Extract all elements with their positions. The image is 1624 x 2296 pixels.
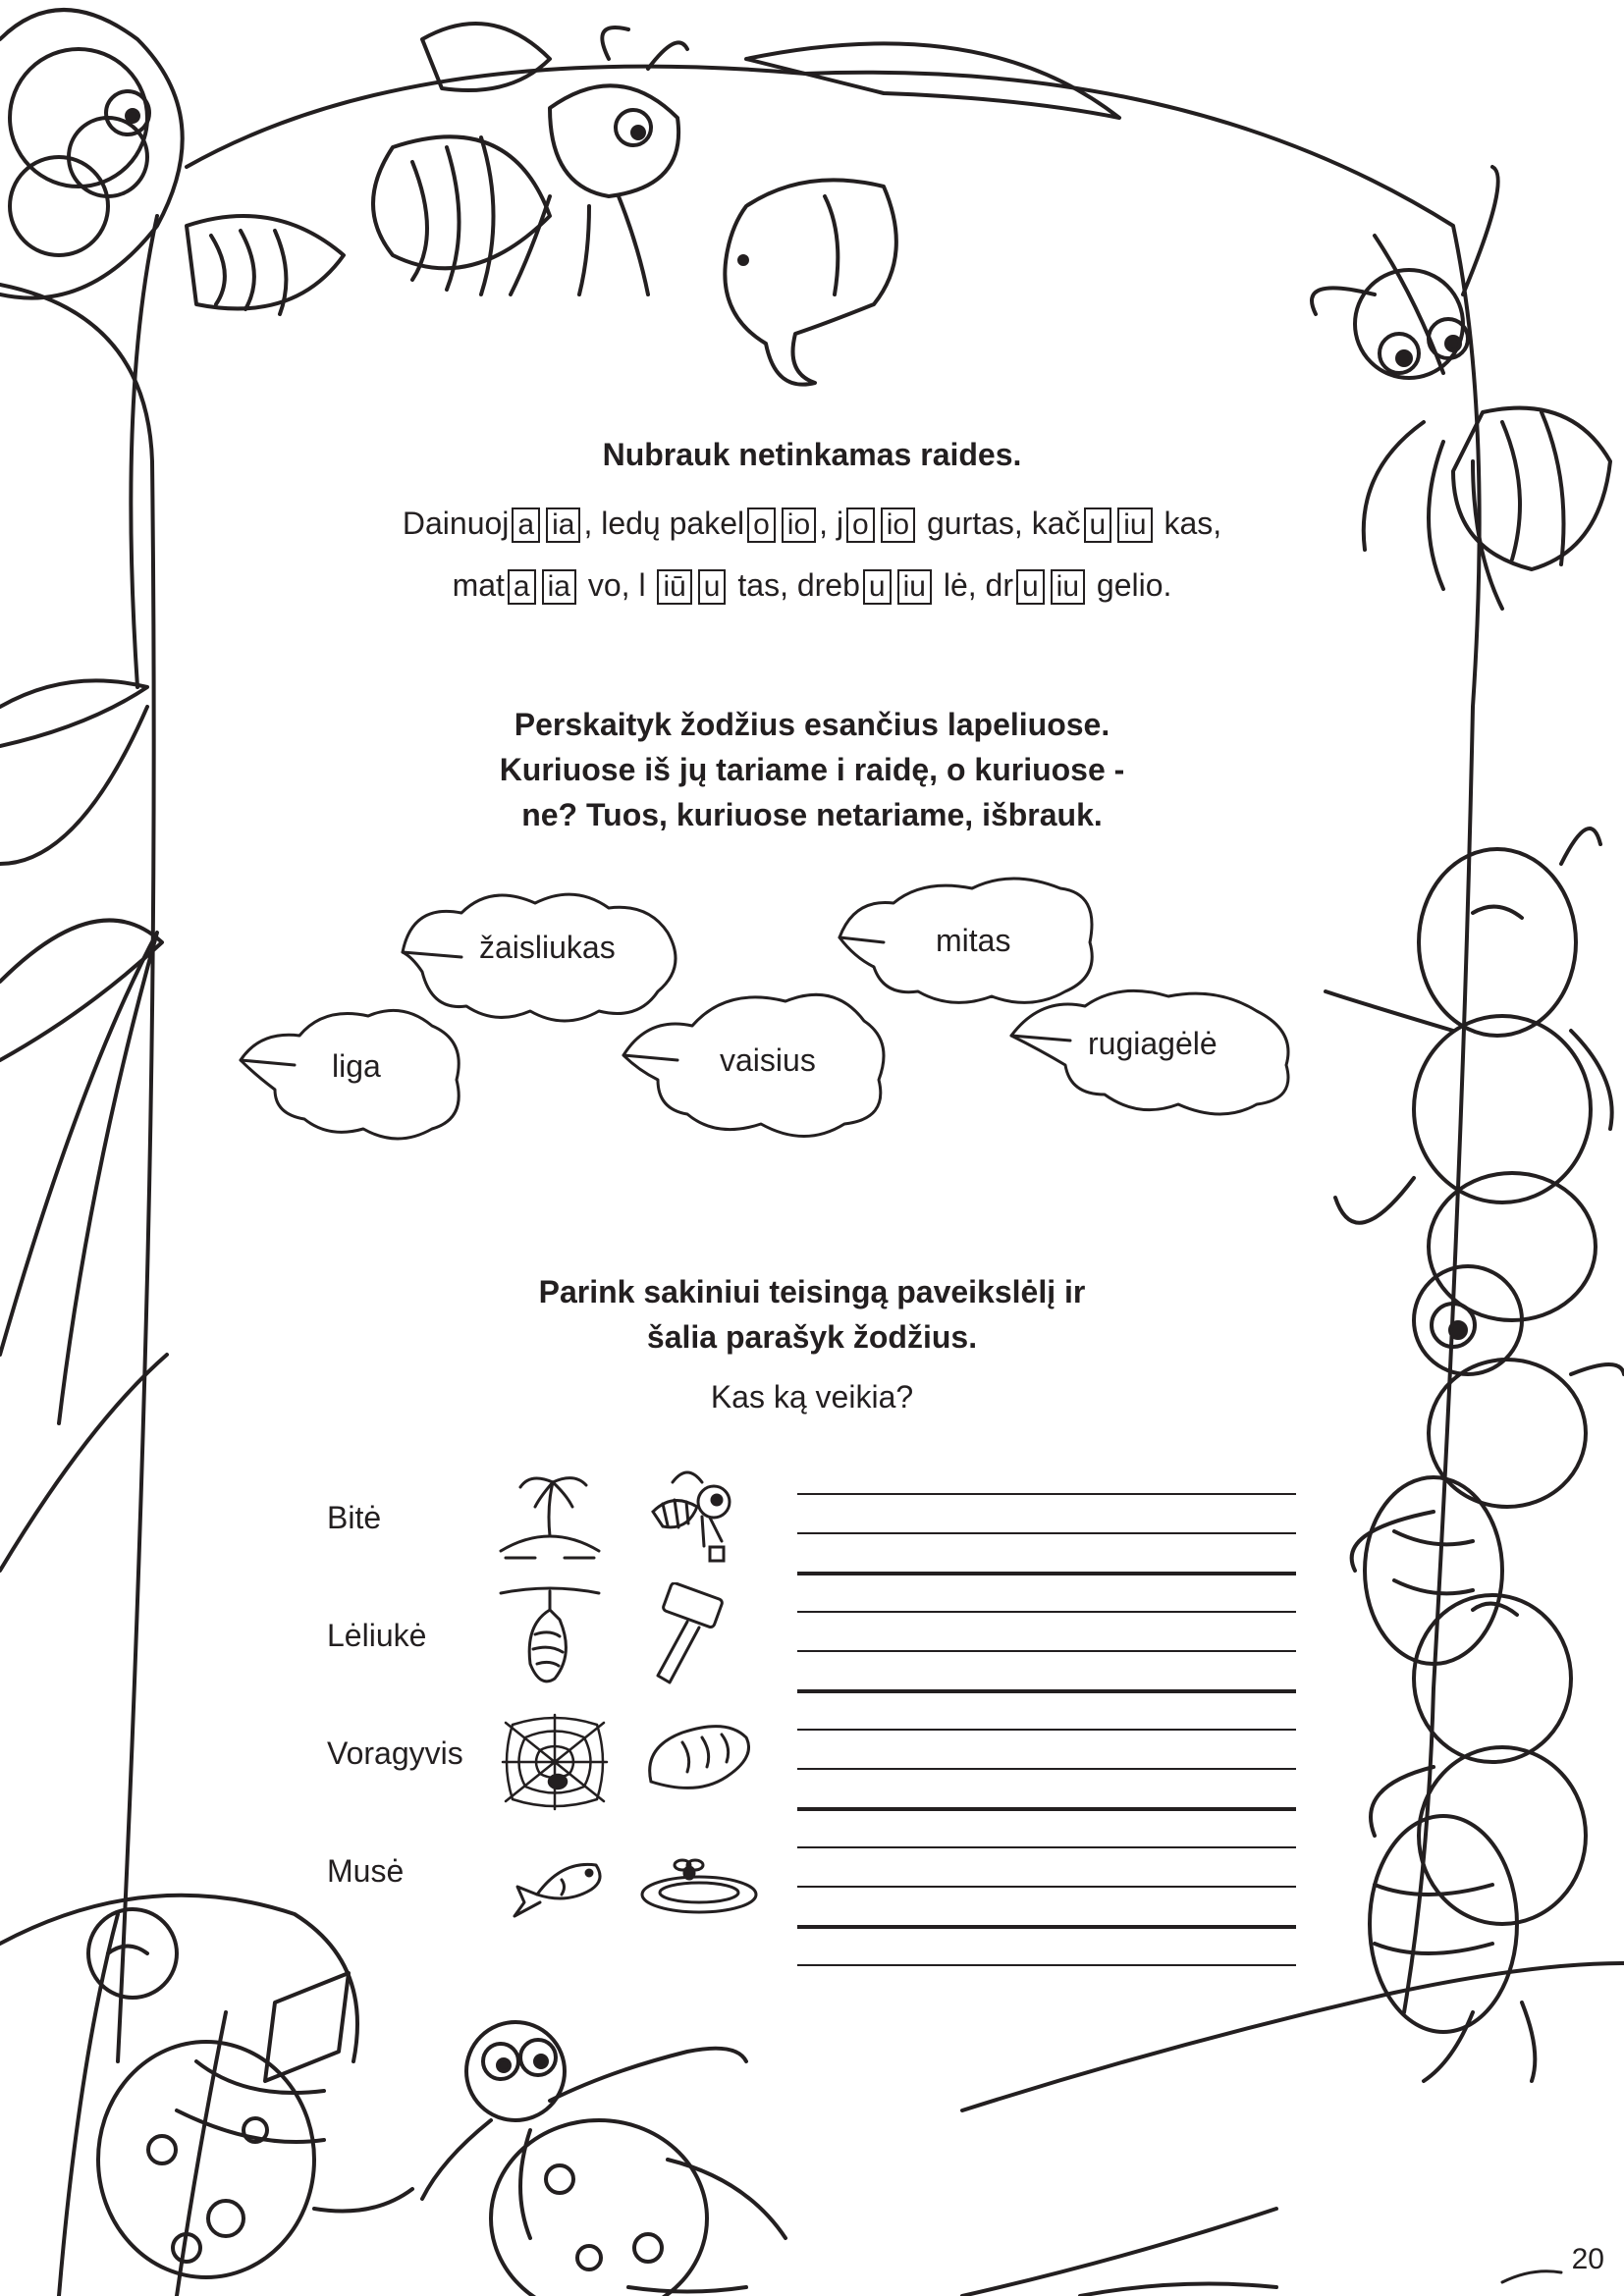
bread-icon bbox=[643, 1713, 756, 1801]
leaf-word-liga: liga bbox=[332, 1048, 381, 1084]
letter-choice-box[interactable]: ia bbox=[546, 507, 580, 543]
exercise2-heading-2: Kuriuose iš jų tariame i raidę, o kuriuose - bbox=[499, 752, 1125, 787]
fish-icon bbox=[513, 1845, 606, 1924]
palm-island-icon bbox=[496, 1468, 604, 1561]
sentence-fragment: kas, bbox=[1155, 506, 1222, 541]
letter-choice-box[interactable]: u bbox=[1016, 569, 1045, 605]
leaf-word-vaisius: vaisius bbox=[720, 1042, 816, 1078]
sentence-fragment: Dainuoj bbox=[402, 506, 510, 541]
page-number: 20 bbox=[1571, 2243, 1604, 2275]
answer-line[interactable] bbox=[797, 1964, 1296, 1966]
hammer-icon bbox=[646, 1582, 744, 1690]
answer-line[interactable] bbox=[797, 1768, 1296, 1770]
letter-choice-box[interactable]: o bbox=[747, 507, 776, 543]
letter-choice-box[interactable]: ia bbox=[542, 569, 576, 605]
letter-choice-box[interactable]: u bbox=[698, 569, 727, 605]
row-label-leliuke: Lėliukė bbox=[327, 1618, 427, 1653]
row-label-bite: Bitė bbox=[327, 1500, 382, 1535]
sentence-fragment: , j bbox=[819, 506, 844, 541]
letter-choice-box[interactable]: a bbox=[508, 569, 536, 605]
letter-choice-box[interactable]: iu bbox=[897, 569, 932, 605]
plate-with-fly-icon bbox=[638, 1855, 761, 1919]
letter-choice-box[interactable]: iu bbox=[1117, 507, 1152, 543]
letter-choice-box[interactable]: io bbox=[881, 507, 915, 543]
letter-choice-box[interactable]: a bbox=[512, 507, 540, 543]
answer-line[interactable] bbox=[797, 1611, 1296, 1613]
exercise3-subquestion: Kas ką veikia? bbox=[710, 1379, 914, 1415]
exercise1-heading: Nubrauk netinkamas raides. bbox=[602, 437, 1022, 472]
exercise3-heading-2: šalia parašyk žodžius. bbox=[646, 1319, 978, 1355]
letter-choice-box[interactable]: iu bbox=[1051, 569, 1085, 605]
letter-choice-box[interactable]: iū bbox=[657, 569, 691, 605]
leaf-word-rugiagele: rugiagėlė bbox=[1088, 1026, 1218, 1061]
row-label-voragyvis: Voragyvis bbox=[327, 1735, 463, 1771]
sentence-fragment: , ledų pakel bbox=[583, 506, 745, 541]
answer-line[interactable] bbox=[797, 1493, 1296, 1495]
answer-line[interactable] bbox=[797, 1807, 1296, 1811]
answer-line[interactable] bbox=[797, 1689, 1296, 1693]
exercise2-heading-3: ne? Tuos, kuriuose netariame, išbrauk. bbox=[521, 797, 1103, 832]
letter-choice-box[interactable]: u bbox=[1084, 507, 1112, 543]
exercise2-heading-1: Perskaityk žodžius esančius lapeliuose. bbox=[514, 707, 1110, 742]
answer-line[interactable] bbox=[797, 1650, 1296, 1652]
row-label-muse: Musė bbox=[327, 1853, 405, 1889]
exercise3-heading-1: Parink sakiniui teisingą paveikslėlį ir bbox=[538, 1274, 1086, 1309]
sentence-fragment: vo, l bbox=[578, 567, 655, 603]
sentence-fragment: tas, dreb bbox=[729, 567, 860, 603]
letter-choice-box[interactable]: u bbox=[863, 569, 892, 605]
sentence-fragment: gurtas, kač bbox=[918, 506, 1081, 541]
spiderweb-icon bbox=[501, 1713, 609, 1811]
answer-line[interactable] bbox=[797, 1532, 1296, 1534]
sentence-fragment: lė, dr bbox=[934, 567, 1013, 603]
cocoon-icon bbox=[496, 1585, 604, 1693]
answer-line[interactable] bbox=[797, 1729, 1296, 1731]
answer-line[interactable] bbox=[797, 1925, 1296, 1929]
answer-line[interactable] bbox=[797, 1886, 1296, 1888]
sentence-fragment: gelio. bbox=[1088, 567, 1172, 603]
bee-icon bbox=[643, 1463, 751, 1571]
letter-choice-box[interactable]: o bbox=[846, 507, 875, 543]
answer-line[interactable] bbox=[797, 1572, 1296, 1575]
answer-line[interactable] bbox=[797, 1846, 1296, 1848]
letter-choice-box[interactable]: io bbox=[782, 507, 816, 543]
leaf-word-zaisliukas: žaisliukas bbox=[479, 930, 616, 965]
sentence-fragment: mat bbox=[452, 567, 505, 603]
leaf-word-mitas: mitas bbox=[936, 923, 1011, 958]
